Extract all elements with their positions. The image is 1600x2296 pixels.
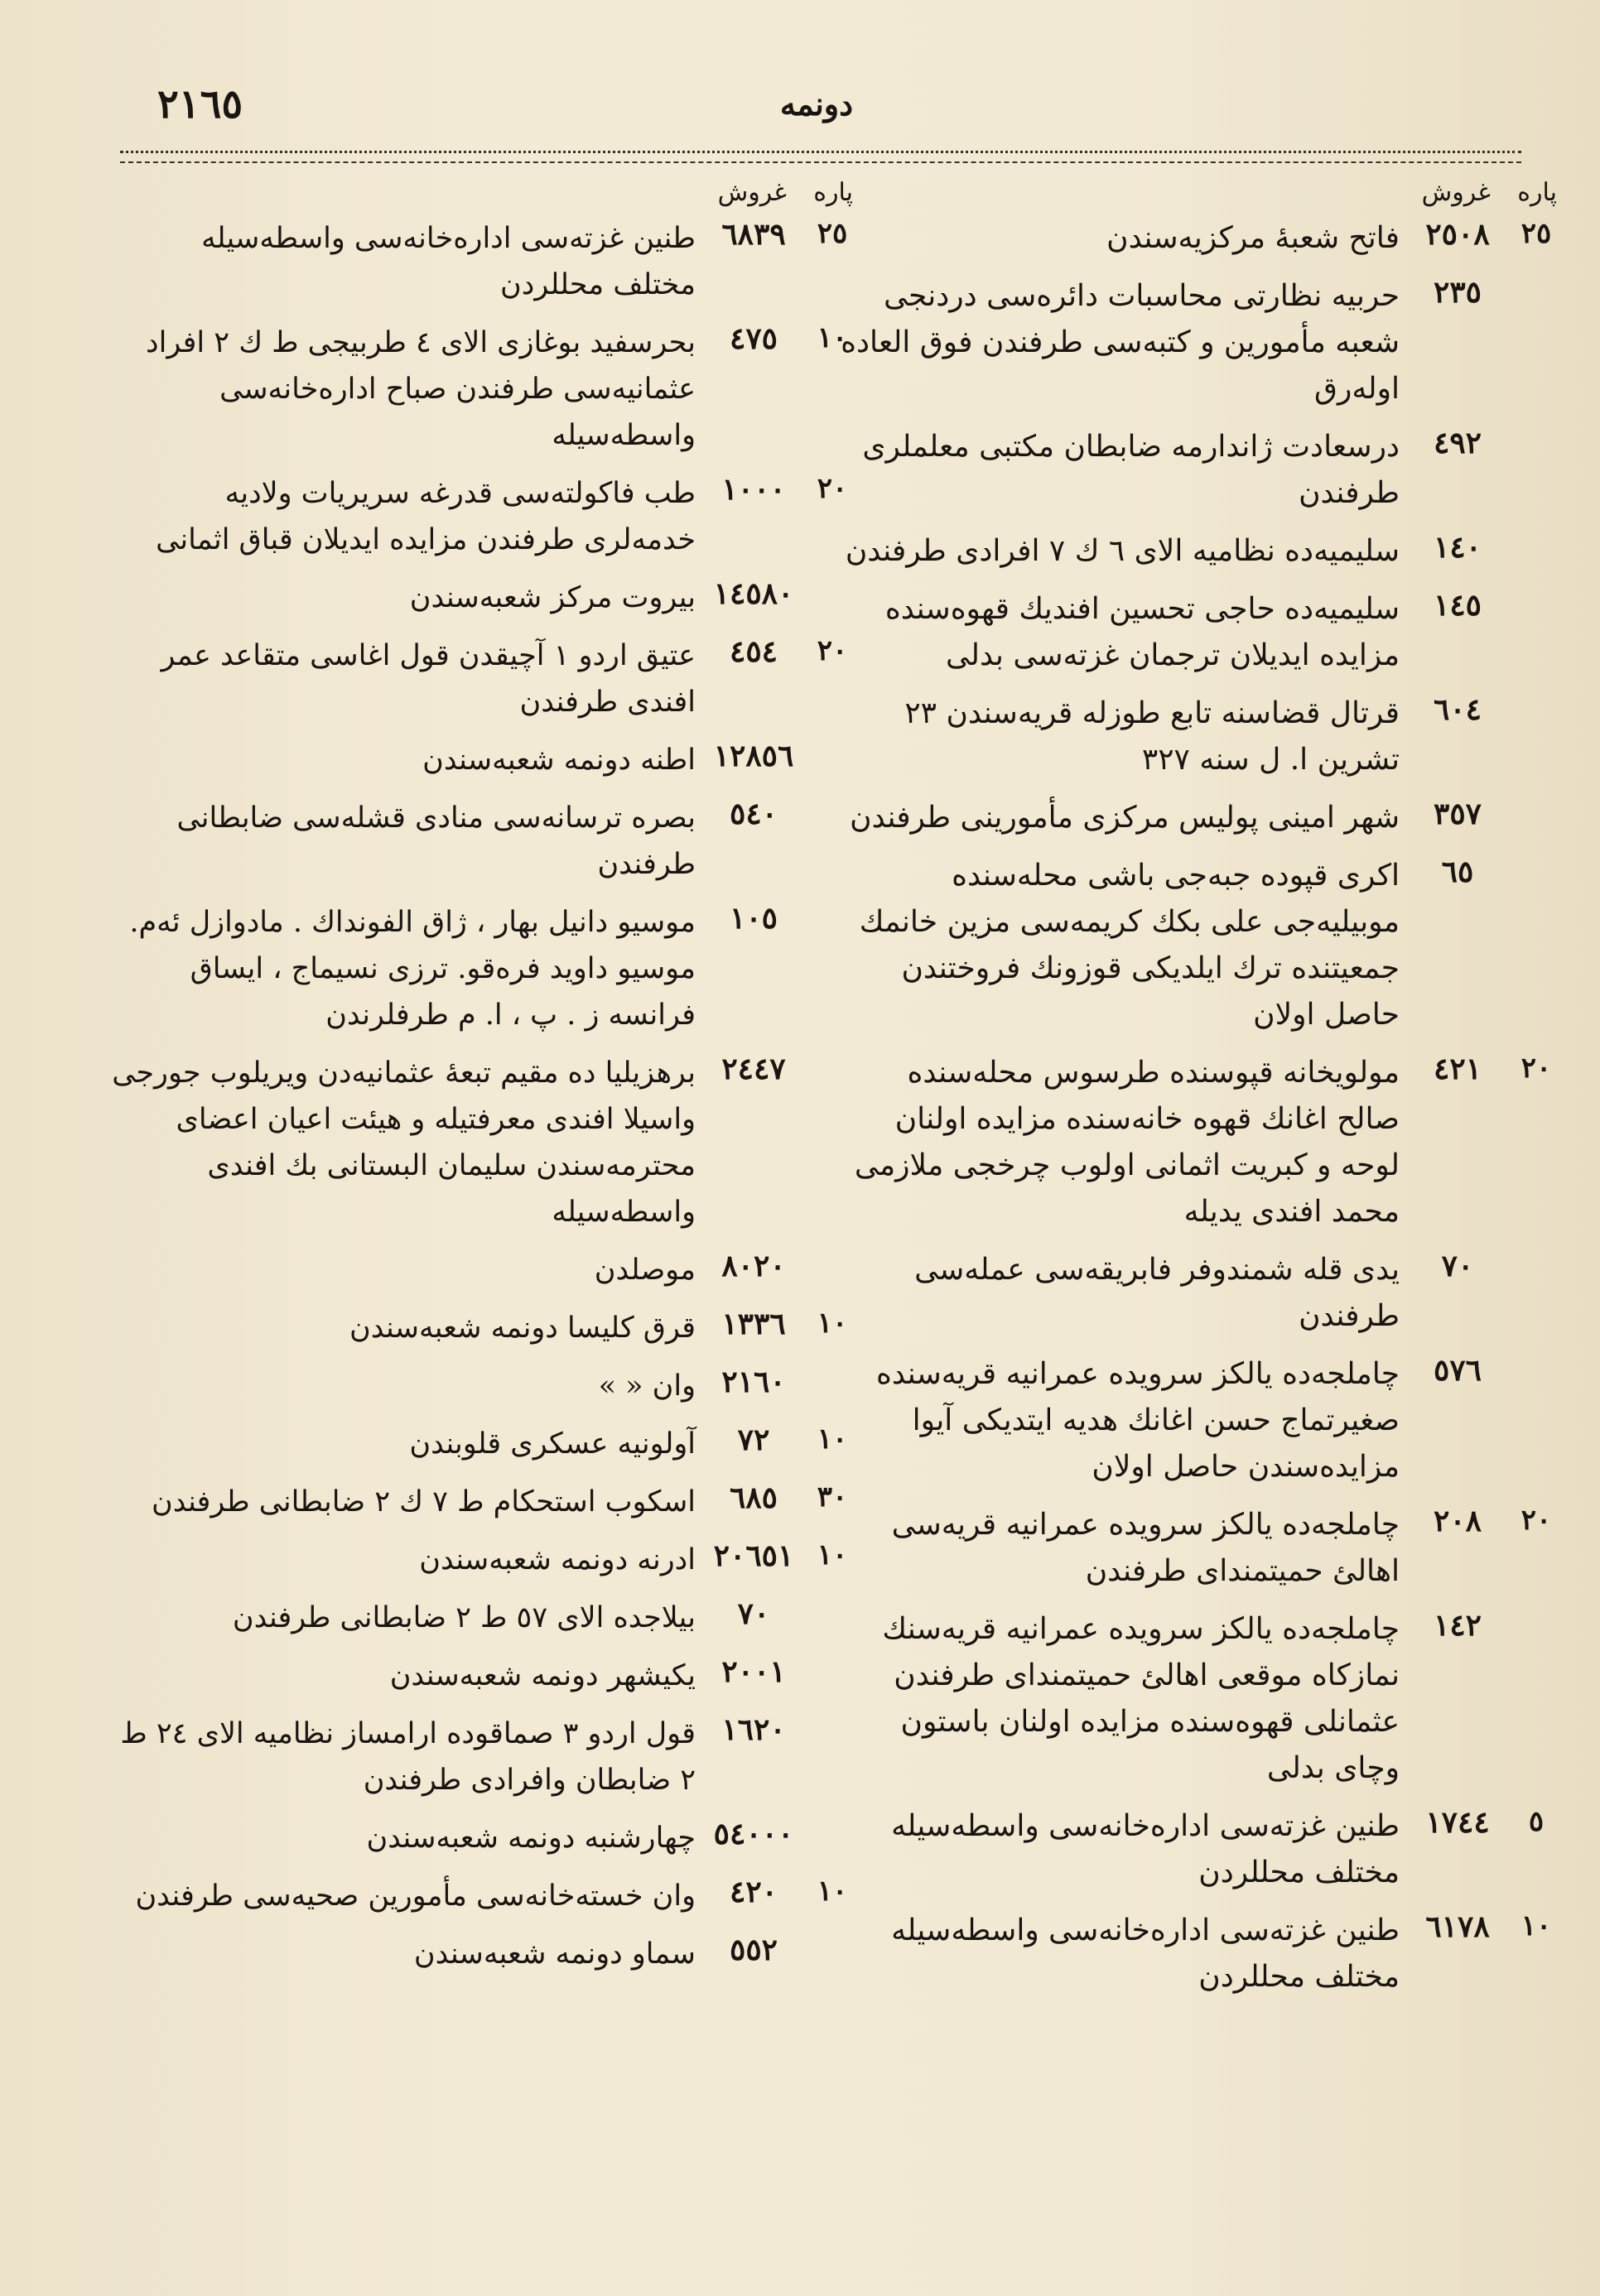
kurus-heading: غروش [717,178,787,207]
ledger-entry [112,1711,861,1803]
entry-para: ٢٠ [817,634,848,667]
entry-kurus: ٥٥٢ [729,1933,778,1967]
ledger-entry [112,1421,861,1467]
ledger-entry [112,1363,861,1409]
entry-para: ١٠ [817,321,848,354]
ledger-entry [836,273,1565,412]
entry-para: ٢٥ [817,217,848,250]
entry-kurus: ٣٥٧ [1433,797,1482,831]
ledger-entry [836,1606,1565,1792]
entry-description: آولونيه عسكرى قلوبندن [409,1427,696,1461]
entry-description: قرق كليسا دونمه شعبه‌سندن [349,1312,696,1345]
entry-description: طب فاكولته‌سى قدرغه سريريات ولاديه خدمه‌لرى طرفندن مزايده ايديلان قباق اثمانى [156,477,696,556]
entry-kurus: ٢٠٠١ [721,1654,786,1689]
left-column-head [112,170,861,215]
entry-para [1507,853,1565,854]
entry-para [803,1653,861,1654]
entry-description: چاملجه‌ده يالكز سرويده عمرانيه قريه‌سى اهالئ حميتمنداى طرفندن [891,1508,1400,1588]
ledger-entry [112,470,861,563]
entry-para [1507,528,1565,530]
entry-para [803,575,861,576]
ledger-entry [112,1537,861,1583]
entry-kurus: ٧٠ [1441,1249,1474,1283]
right-column-head [836,170,1565,215]
entry-para [803,1247,861,1249]
entry-description: قرتال قضاسنه تابع طوزله قريه‌سندن ٢٣ تشرين ا. ل سنه ٣٢٧ [904,696,1400,777]
entry-para [803,1363,861,1365]
para-heading: پاره [1517,178,1557,207]
left-column [112,170,861,1989]
entry-kurus: ٢٤٤٧ [721,1052,786,1086]
entry-para: ٢٠ [817,472,848,505]
entry-para [803,1050,861,1052]
entry-kurus: ٥٧٦ [1433,1353,1482,1388]
entry-kurus: ٦٥ [1441,854,1474,889]
entry-description: وان خسته‌خانه‌سى مأمورين صحيه‌سى طرفندن [135,1880,696,1913]
entry-kurus: ٧٠ [737,1596,770,1631]
entry-para [1507,424,1565,426]
ledger-entry [836,424,1565,517]
entry-kurus: ٧٢ [737,1422,770,1457]
ledger-entry [836,528,1565,575]
ledger-entry [836,1247,1565,1340]
entry-kurus: ١٤٥ [1433,588,1482,623]
entry-description: يدى قله شمندوفر فابريقه‌سى عمله‌سى طرفندن [914,1253,1400,1333]
entry-description: اكرى قپوده جبه‌جى باشى محله‌سنده موبيليه‌جى على بكك كريمه‌سى مزين خانمك جمعيتنده ترك ايلديكى قوزونك فروختندن حاصل اولان [859,859,1400,1032]
entry-para [1507,691,1565,692]
entry-kurus: ١٤٠ [1433,530,1482,565]
entry-kurus: ١٠٥ [729,901,778,936]
entry-description: سليميه‌ده حاجى تحسين افنديك قهوه‌سنده مزايده ايديلان ترجمان غزته‌سى بدلى [884,592,1400,672]
entry-kurus: ٦١٧٨ [1425,1909,1490,1944]
entry-description: بيلاجده الاى ٥٧ ط ٢ ضابطانى طرفندن [232,1601,696,1634]
entry-kurus: ١٠٠٠ [721,472,786,507]
kurus-heading: غروش [1421,178,1491,207]
page-title: دونمه [779,85,854,123]
entry-description: يكيشهر دونمه شعبه‌سندن [389,1659,696,1692]
entry-description: حربيه نظارتى محاسبات دائره‌سى دردنجى شعبه مأمورين و كتبه‌سى طرفندن فوق العاده اوله‌رق [841,279,1400,406]
entry-para: ٢٥ [1520,217,1552,250]
entry-para [803,737,861,739]
entry-kurus: ٥٤٠٠٠ [713,1817,794,1851]
entry-para [803,899,861,901]
entry-para: ٥ [1528,1805,1545,1838]
entry-para: ١٠ [817,1538,848,1572]
entry-para [1507,273,1565,275]
ledger-entry [836,1803,1565,1896]
entry-kurus: ٢١٦٠ [721,1365,786,1399]
entry-para [803,1931,861,1933]
entry-para [1507,586,1565,588]
entry-description: مولويخانه قپوسنده طرسوس محله‌سنده صالح اغانك قهوه خانه‌سنده مزايده اولنان لوحه و كبريت اثمانى اولوب چرخجى ملازمى محمد افندى يديله [854,1056,1400,1229]
ledger-entry [836,1351,1565,1490]
ledger-entry [112,1595,861,1641]
entry-kurus: ٦٨٣٩ [721,217,786,252]
entry-description: بيروت مركز شعبه‌سندن [409,581,696,614]
entry-para [803,795,861,797]
ledger-entry [112,1479,861,1525]
entry-para [1507,1351,1565,1353]
entry-kurus: ٦٨٥ [729,1480,778,1515]
entry-kurus: ٤٢١ [1433,1052,1482,1086]
entry-para [1507,795,1565,797]
ledger-entry [836,795,1565,841]
entry-para: ١٠ [817,1875,848,1908]
entry-kurus: ١٤٢ [1433,1608,1482,1643]
entry-description: عتيق اردو ١ آچيقدن قول اغاسى متقاعد عمر افندى طرفندن [161,639,696,719]
entry-description: اسكوب استحكام ط ٧ ك ٢ ضابطانى طرفندن [152,1485,696,1519]
ledger-entry [112,899,861,1038]
entry-kurus: ٤٢٠ [729,1875,778,1909]
page-header [108,73,1525,147]
entry-description: سماو دونمه شعبه‌سندن [413,1937,696,1971]
entry-para [1507,1606,1565,1608]
entry-description: موصلدن [594,1254,696,1287]
entry-kurus: ١٦٢٠ [721,1712,786,1747]
ledger-entry [112,320,861,459]
entry-description: بصره ترسانه‌سى منادى قشله‌سى ضابطانى طرفندن [176,801,696,881]
entry-kurus: ٢٠٨ [1433,1504,1482,1538]
left-entry-list [112,215,861,1977]
ledger-entry [112,575,861,621]
entry-para: ٢٠ [1520,1504,1552,1537]
ledger-entry [836,691,1565,783]
entry-para [803,1815,861,1817]
entry-kurus: ٤٥٤ [729,634,778,669]
entry-description: قول اردو ٣ صماقوده ارامساز نظاميه الاى ٢٤ ط ٢ ضابطان وافرادى طرفندن [120,1717,696,1797]
ledger-entry [836,1502,1565,1595]
header-divider [120,151,1521,163]
entry-kurus: ١٢٨٥٦ [713,739,794,773]
entry-para [1507,1247,1565,1249]
entry-description: برهزيليا ده مقيم تبعهٔ عثمانيه‌دن ويريلوب جورجى واسيلا افندى معرفتيله و هيئت اعيان اعضاى محترمه‌سندن سليمان البستانى بك افندى واسطه‌سيله [112,1057,696,1229]
entry-kurus: ١٧٤٤ [1425,1805,1490,1840]
entry-description: شهر امينى پوليس مركزى مأمورينى طرفندن [850,801,1400,835]
ledger-entry [112,1050,861,1235]
entry-description: طنين غزته‌سى اداره‌خانه‌سى واسطه‌سيله مختلف محللردن [891,1913,1400,1994]
entry-description: چاملجه‌ده يالكز سرويده عمرانيه قريه‌سنده صغيرتماج حسن اغانك هديه ايتديكى آيوا مزايده‌سندن حاصل اولان [875,1357,1400,1484]
entry-kurus: ١٣٣٦ [721,1307,786,1341]
entry-para [803,1711,861,1712]
entry-description: اطنه دونمه شعبه‌سندن [422,744,696,777]
ledger-entry [112,1815,861,1861]
entry-description: سليميه‌ده نظاميه الاى ٦ ك ٧ افرادى طرفندن [845,534,1400,568]
ledger-entry [112,737,861,783]
right-column [836,170,1565,2012]
ledger-entry [836,1908,1565,2000]
entry-kurus: ١٤٥٨٠ [713,576,794,611]
ledger-entry [836,1050,1565,1235]
ledger-entry [112,1247,861,1293]
entry-kurus: ٢٠٦٥١ [713,1538,794,1573]
page-number: ٢١٦٥ [157,81,243,128]
entry-para [803,1595,861,1596]
ledger-entry [112,1931,861,1977]
ledger-entry [112,1305,861,1351]
ledger-entry [112,795,861,888]
entry-description: درسعادت ژاندارمه ضابطان مكتبى معلملرى طرفندن [862,430,1400,510]
ledger-entry [112,1873,861,1919]
ledger-entry [836,586,1565,679]
entry-para: ٣٠ [817,1480,848,1514]
entry-description: بحرسفيد بوغازى الاى ٤ طربيجى ط ك ٢ افراد عثمانيه‌سى طرفندن صباح اداره‌خانه‌سى واسطه‌سيله [146,326,696,452]
entry-kurus: ٦٠٤ [1433,692,1482,727]
entry-para: ١٠ [817,1307,848,1340]
entry-kurus: ٤٧٥ [729,321,778,356]
ledger-entry [112,1653,861,1699]
entry-description: طنين غزته‌سى اداره‌خانه‌سى واسطه‌سيله مختلف محللردن [891,1809,1400,1889]
entry-para: ١٠ [1520,1909,1552,1942]
ledger-entry [112,633,861,725]
entry-description: ادرنه دونمه شعبه‌سندن [419,1543,696,1576]
ledger-entry [112,215,861,308]
entry-description: طنين غزته‌سى اداره‌خانه‌سى واسطه‌سيله مختلف محللردن [201,222,696,301]
entry-kurus: ٤٩٢ [1433,426,1482,460]
entry-para: ٢٠ [1520,1052,1552,1085]
entry-kurus: ٢٥٠٨ [1425,217,1490,252]
entry-description: فاتح شعبهٔ مركزيه‌سندن [1106,221,1400,255]
entry-kurus: ٨٠٢٠ [721,1249,786,1283]
entry-description: موسيو دانيل بهار ، ژاق الفونداك . مادوازل ئه‌م. موسيو داويد فره‌قو. ترزى نسيماج ، ايساق فرانسه ز . پ ، ا. م طرفلرندن [129,906,696,1032]
entry-description: چاملجه‌ده يالكز سرويده عمرانيه قريه‌سنك نمازكاه موقعى اهالئ حميتمنداى طرفندن عثمانلى قهوه‌سنده مزايده اولنان باستون وچاى بدلى [882,1612,1400,1785]
ledger-entry [836,853,1565,1038]
entry-description: وان « » [598,1369,696,1403]
entry-description: چهارشنبه دونمه شعبه‌سندن [366,1822,696,1855]
entry-kurus: ٢٣٥ [1433,275,1482,310]
entry-kurus: ٥٤٠ [729,797,778,831]
entry-para: ١٠ [817,1422,848,1456]
right-entry-list [836,215,1565,2000]
ledger-entry [836,215,1565,262]
para-heading: پاره [813,178,853,207]
